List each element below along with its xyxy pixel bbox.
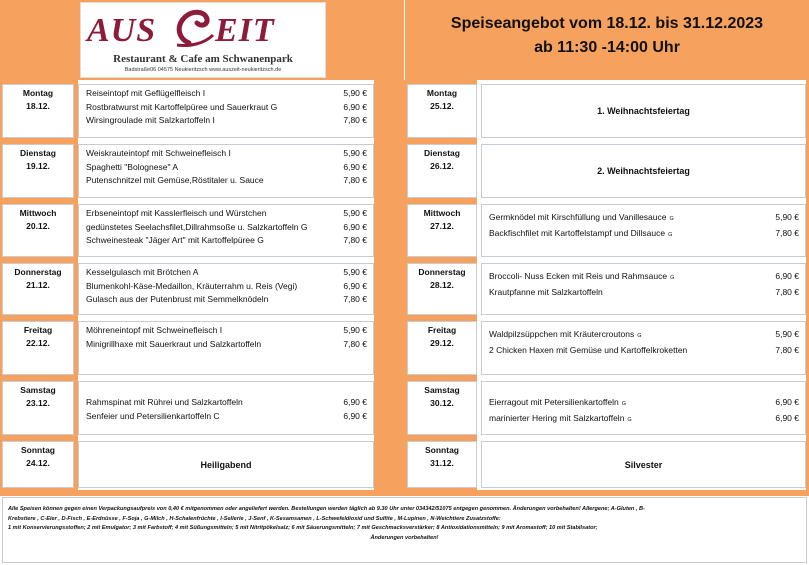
menu-item xyxy=(86,234,367,248)
menu-item-name xyxy=(489,344,755,358)
menu-item-text: marinierter Hering mit Salzkartoffeln xyxy=(489,412,625,423)
menu-item-name xyxy=(86,207,323,221)
menu-item xyxy=(489,211,799,227)
day-date: 20.12. xyxy=(26,221,50,231)
menu-item xyxy=(86,147,367,161)
menu-item-name xyxy=(86,147,323,161)
menu-item xyxy=(86,324,367,338)
logo-address: Badstraße06 04575 Neukieritzsch www.auszeit-neukieritzsch.de xyxy=(124,67,282,73)
day-cell xyxy=(2,321,74,375)
day-cell xyxy=(2,84,74,138)
footer-line-3: 1 mit Konservierungsstoffen; 2 mit Emulgator; 3 mit Farbstoff; 4 mit Süßungsmitteln; 5 mit Nitritpökelsalz; 6 mit Säuerungsmitteln; 7 mit Geschmacksverstärker; 8 Antioxidationsmitteln; 9 mit Aromastoff; 10 mit Stabilsator; xyxy=(8,525,598,532)
day-cell xyxy=(2,144,74,198)
menu-item-name xyxy=(489,286,755,300)
menu-item-text: Spaghetti "Bolognese" A xyxy=(86,161,179,172)
menu-item xyxy=(86,207,367,221)
menu-item-price: 5,90 € xyxy=(343,148,367,158)
day-date: 27.12. xyxy=(430,221,454,231)
menu-item-name xyxy=(86,174,323,188)
allergen-code: G xyxy=(621,401,627,407)
menu-item-name xyxy=(86,396,323,410)
day-date: 23.12. xyxy=(26,398,50,408)
menu-item-price: 6,90 € xyxy=(775,412,799,423)
menu-item-name xyxy=(86,114,323,128)
day-cell xyxy=(2,204,74,257)
menu-item xyxy=(86,101,367,115)
menu-item-price: 5,90 € xyxy=(343,208,367,218)
menu-item-name xyxy=(86,161,323,175)
menu-item-text: Senfeier und Petersilienkartoffeln C xyxy=(86,410,220,421)
menu-item-text: Kesselgulasch mit Brötchen A xyxy=(86,267,199,277)
menu-item-name xyxy=(86,266,323,280)
menu-item-text: Germknödel mit Kirschfüllung und Vanillesauce xyxy=(489,212,667,222)
day-cell xyxy=(407,381,477,435)
menu-item-name xyxy=(86,338,323,352)
day-cell xyxy=(2,263,74,315)
menu-item xyxy=(489,286,799,300)
menu-item-text: Wirsingroulade mit Salzkartoffeln I xyxy=(86,115,215,125)
holiday-label: Silvester xyxy=(624,460,663,470)
menu-item-price: 5,90 € xyxy=(343,325,367,335)
day-date: 26.12. xyxy=(430,161,454,171)
day-name: Freitag xyxy=(23,325,53,335)
menu-cell xyxy=(78,204,374,257)
svg-text:EIT: EIT xyxy=(215,12,275,49)
menu-item xyxy=(86,87,367,101)
menu-cell xyxy=(78,144,374,198)
holiday-label: Heiligabend xyxy=(200,460,252,470)
menu-item xyxy=(489,344,799,358)
menu-item-name xyxy=(86,293,323,307)
menu-cell xyxy=(481,441,806,488)
menu-item xyxy=(86,266,367,280)
logo-subtitle: Restaurant & Cafe am Schwanenpark xyxy=(113,53,293,65)
menu-item-price: 7,80 € xyxy=(775,227,799,238)
menu-item-price: 6,90 € xyxy=(775,397,799,407)
day-cell xyxy=(407,321,477,375)
day-name: Dienstag xyxy=(424,148,460,158)
day-date: 28.12. xyxy=(430,280,454,290)
menu-item xyxy=(86,221,367,235)
menu-item-price: 6,90 € xyxy=(343,101,367,112)
menu-item-price: 6,90 € xyxy=(775,271,799,281)
menu-item xyxy=(489,328,799,344)
menu-item-text: Waldpilzsüppchen mit Kräutercroutons xyxy=(489,329,635,339)
footer-line-4: Änderungen vorbehalten! xyxy=(370,534,439,541)
menu-item-name xyxy=(86,280,323,294)
menu-item-price: 6,90 € xyxy=(343,161,367,172)
menu-item-price: 7,80 € xyxy=(775,344,799,355)
menu-item-name xyxy=(489,227,755,243)
menu-cell xyxy=(481,144,806,198)
menu-item-text: Blumenkohl-Käse-Medaillon, Kräuterrahm u. Reis (Vegi) xyxy=(86,280,298,291)
menu-item-text: 2 Chicken Haxen mit Gemüse und Kartoffelkroketten xyxy=(489,344,688,355)
day-date: 30.12. xyxy=(430,398,454,408)
day-name: Mittwoch xyxy=(19,208,57,218)
menu-item-price: 5,90 € xyxy=(343,267,367,277)
day-date: 25.12. xyxy=(430,101,454,111)
menu-item xyxy=(86,396,367,410)
menu-item-name xyxy=(86,101,323,115)
allergen-code: G xyxy=(668,231,673,238)
menu-item-name xyxy=(489,412,755,428)
logo xyxy=(80,2,326,78)
menu-cell xyxy=(481,263,806,315)
page-title xyxy=(405,12,809,60)
day-name: Freitag xyxy=(427,325,457,335)
menu-item xyxy=(86,114,367,128)
menu-item-text: Backfischfilet mit Kartoffelstampf und Dillsauce xyxy=(489,227,666,238)
day-date: 31.12. xyxy=(430,458,454,468)
menu-item-price: 6,90 € xyxy=(343,280,367,291)
day-date: 19.12. xyxy=(26,161,50,171)
menu-item-text: Reiseintopf mit Geflügelfleisch I xyxy=(86,88,206,98)
menu-item xyxy=(86,280,367,294)
menu-item-price: 6,90 € xyxy=(343,221,367,232)
menu-item-text: Rostbratwurst mit Kartoffelpüree und Sauerkraut G xyxy=(86,101,278,112)
menu-cell xyxy=(481,321,806,375)
menu-item-name xyxy=(489,211,755,227)
day-name: Samstag xyxy=(424,385,460,395)
menu-item-price: 7,80 € xyxy=(343,338,367,349)
day-cell xyxy=(2,441,74,488)
menu-cell xyxy=(481,84,806,138)
menu-cell xyxy=(78,321,374,375)
menu-item-text: Putenschnitzel mit Gemüse,Röstitaler u. Sauce xyxy=(86,175,264,185)
day-name: Samstag xyxy=(20,385,56,395)
footer-notes xyxy=(2,497,807,563)
menu-item xyxy=(489,227,799,243)
allergen-code: G xyxy=(637,333,642,339)
menu-item-text: Erbseneintopf mit Kasslerfleisch und Würstchen xyxy=(86,208,267,218)
menu-item-text: Gulasch aus der Putenbrust mit Semmelknödeln xyxy=(86,294,269,304)
menu-item-text: Weiskrauteintopf mit Schweinefleisch I xyxy=(86,148,231,158)
menu-item-price: 7,80 € xyxy=(343,175,367,185)
day-name: Dienstag xyxy=(20,148,56,158)
allergen-code: G xyxy=(669,216,674,222)
holiday-label: 2. Weihnachtsfeiertag xyxy=(597,166,690,176)
day-cell xyxy=(407,263,477,315)
day-cell xyxy=(407,441,477,488)
menu-item-name xyxy=(489,270,755,286)
menu-item-price: 7,80 € xyxy=(343,115,367,125)
menu-item-name xyxy=(86,221,323,235)
menu-item xyxy=(86,410,367,424)
menu-item-price: 7,80 € xyxy=(343,294,367,304)
title-line2: ab 11:30 -14:00 Uhr xyxy=(534,39,680,56)
day-date: 22.12. xyxy=(26,338,50,348)
menu-item-price: 5,90 € xyxy=(775,329,799,339)
menu-item-text: Broccoli- Nuss Ecken mit Reis und Rahmsauce xyxy=(489,271,668,281)
title-line1: Speiseangebot vom 18.12. bis 31.12.2023 xyxy=(450,15,764,32)
day-date: 29.12. xyxy=(430,338,454,348)
day-date: 24.12. xyxy=(26,458,50,468)
menu-item-text: Krautpfanne mit Salzkartoffeln xyxy=(489,286,603,297)
allergen-code: G xyxy=(670,275,675,281)
day-name: Sonntag xyxy=(425,445,459,455)
menu-item xyxy=(489,396,799,412)
day-name: Donnerstag xyxy=(14,267,62,277)
menu-item-name xyxy=(86,410,323,424)
menu-item-name xyxy=(86,87,323,101)
menu-item xyxy=(86,161,367,175)
menu-item-price: 5,90 € xyxy=(775,212,799,222)
day-cell xyxy=(407,144,477,198)
menu-item-price: 6,90 € xyxy=(343,410,367,421)
day-name: Montag xyxy=(22,88,54,98)
day-cell xyxy=(2,381,74,435)
menu-item-text: gedünstetes Seelachsfilet,Dillrahmsoße u. Salzkartoffeln G xyxy=(86,221,308,232)
menu-item xyxy=(86,338,367,352)
holiday-label: 1. Weihnachtsfeiertag xyxy=(597,106,690,116)
menu-item xyxy=(86,293,367,307)
menu-cell xyxy=(481,381,806,435)
day-cell xyxy=(407,204,477,257)
menu-cell xyxy=(78,84,374,138)
day-cell xyxy=(407,84,477,138)
swan-logo-icon xyxy=(81,3,327,53)
menu-item-text: Eierragout mit Petersilienkartoffeln xyxy=(489,397,619,407)
day-date: 18.12. xyxy=(26,101,50,111)
menu-cell xyxy=(78,441,374,488)
day-name: Donnerstag xyxy=(418,267,466,277)
footer-line-1: Alle Speisen können gegen einen Verpackungsaufpreis von 0,40 € mitgenommen oder angeliefert werden. Bestellungen werden täglich ab 9.30 Uhr unter 034342/51075 entgegen genommen. Änderungen vorbehalten! Allergene; A-Gluten , B- xyxy=(8,506,645,512)
menu-item-price: 7,80 € xyxy=(775,286,799,297)
menu-cell xyxy=(78,263,374,315)
day-name: Sonntag xyxy=(21,445,55,455)
menu-item-name xyxy=(86,234,323,248)
logo-word: AUS xyxy=(87,12,157,49)
day-name: Montag xyxy=(426,88,458,98)
menu-item-text: Möhreneintopf mit Schweinefleisch I xyxy=(86,325,223,335)
menu-item-name xyxy=(489,328,755,344)
menu-item-name xyxy=(86,324,323,338)
allergen-code: G xyxy=(627,416,632,423)
menu-item-text: Minigrillhaxe mit Sauerkraut und Salzkartoffeln xyxy=(86,338,262,349)
menu-cell xyxy=(78,381,374,435)
day-date: 21.12. xyxy=(26,280,50,290)
bottom-gutter xyxy=(0,490,809,496)
menu-item-price: 7,80 € xyxy=(343,235,367,245)
footer-line-2: Krebstiere , C-Eier , D-Fisch , E-Erdnüsse , F-Soja , G-Milch , H-Schalenfrüchte , I-Sellerie , J-Senf , K-Sesamsamen , L-Schwefeldioxid und Sulfite , M-Lupinen , N-Weichtiere Zusatzstoffe: xyxy=(8,515,501,522)
menu-item-name xyxy=(489,396,755,412)
menu-item xyxy=(489,270,799,286)
menu-item xyxy=(86,174,367,188)
menu-item xyxy=(489,412,799,428)
day-name: Mittwoch xyxy=(423,208,461,218)
menu-item-text: Schweinesteak "Jäger Art" mit Kartoffelpüree G xyxy=(86,235,264,245)
menu-cell xyxy=(481,204,806,257)
menu-item-text: Rahmspinat mit Rührei und Salzkartoffeln xyxy=(86,397,243,407)
menu-item-price: 5,90 € xyxy=(343,88,367,98)
menu-item-price: 6,90 € xyxy=(343,397,367,407)
